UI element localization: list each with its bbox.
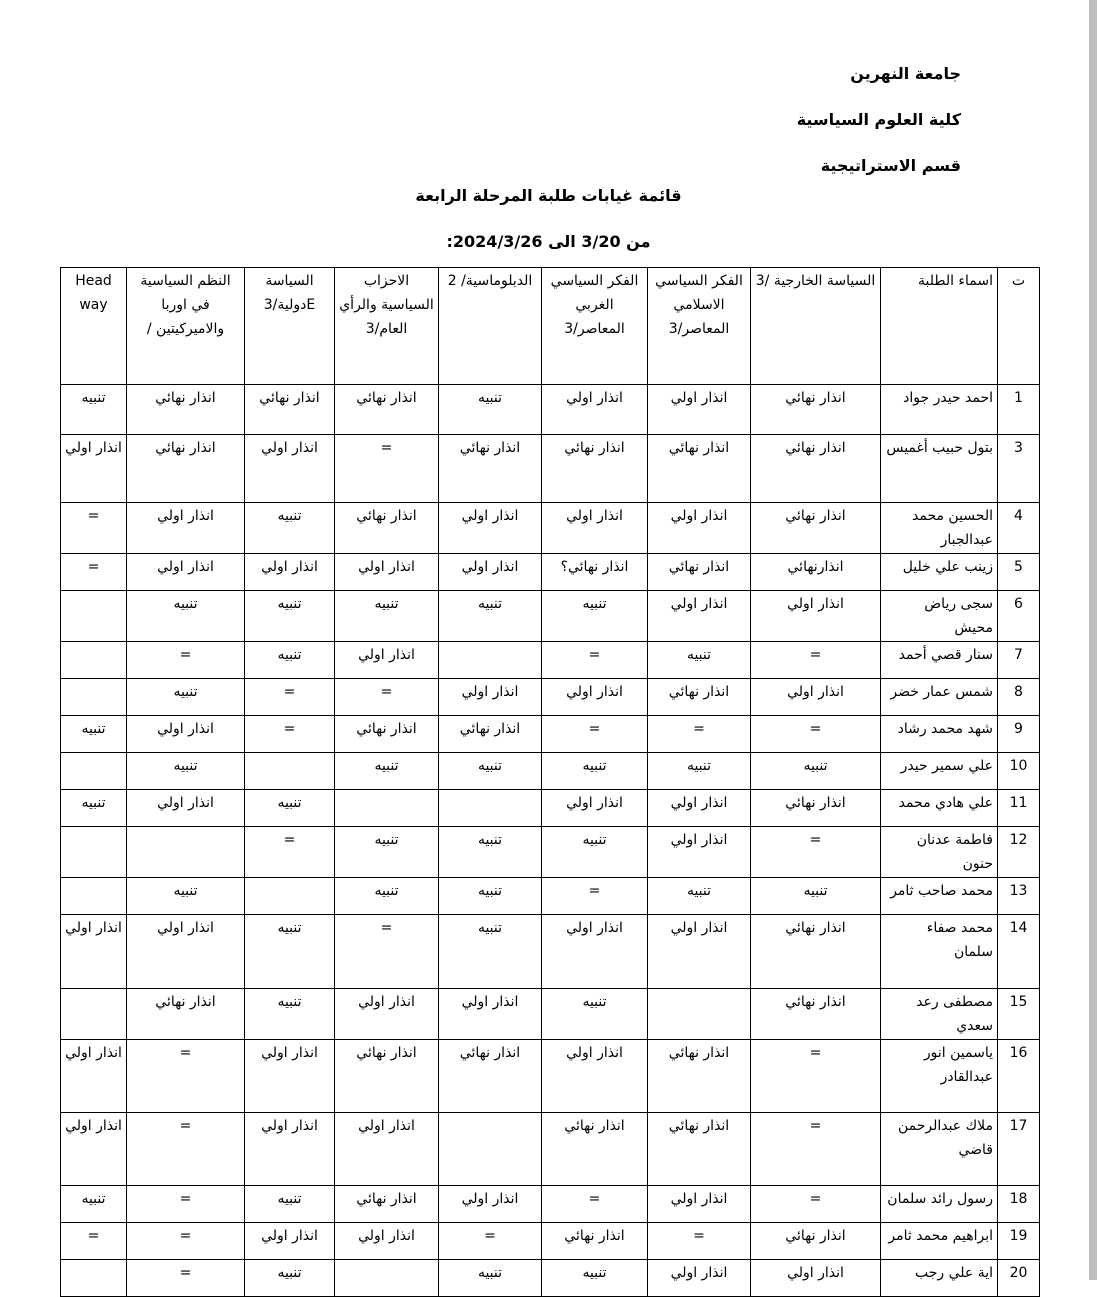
row-index: 17	[998, 1113, 1040, 1186]
row-index: 9	[998, 716, 1040, 753]
parties-opinion-cell: تنبيه	[335, 753, 439, 790]
international-politics-cell: تنبيه	[245, 1260, 335, 1297]
foreign-policy-cell: =	[751, 827, 881, 878]
western-thought-cell: انذار نهائي؟	[542, 554, 648, 591]
row-index: 19	[998, 1223, 1040, 1260]
political-systems-cell: =	[127, 1186, 245, 1223]
international-politics-cell: تنبيه	[245, 790, 335, 827]
table-row	[61, 435, 1040, 503]
student-name: ابراهيم محمد ثامر	[881, 1223, 998, 1260]
parties-opinion-cell	[335, 1260, 439, 1297]
western-thought-cell: انذار نهائي	[542, 1223, 648, 1260]
islamic-thought-cell: انذار اولي	[648, 1260, 751, 1297]
political-systems-cell: =	[127, 1113, 245, 1186]
political-systems-cell: =	[127, 1040, 245, 1113]
foreign-policy-cell: انذار نهائي	[751, 989, 881, 1040]
political-systems-cell	[127, 827, 245, 878]
western-thought-cell: انذار اولي	[542, 790, 648, 827]
student-name: رسول رائد سلمان	[881, 1186, 998, 1223]
row-index: 1	[998, 385, 1040, 435]
diplomacy-cell: انذار نهائي	[439, 435, 542, 503]
diplomacy-cell	[439, 1113, 542, 1186]
student-name: ياسمين انور عبدالقادر	[881, 1040, 998, 1113]
western-thought-cell: =	[542, 1186, 648, 1223]
international-politics-cell	[245, 878, 335, 915]
headway-cell: انذار اولي	[61, 1040, 127, 1113]
political-systems-cell: انذار نهائي	[127, 989, 245, 1040]
political-systems-cell: انذار اولي	[127, 915, 245, 989]
col-western-thought: الفكر السياسي الغربي المعاصر/3	[542, 268, 648, 385]
col-parties-opinion: الاحزاب السياسية والرأي العام/3	[335, 268, 439, 385]
student-name: احمد حيدر جواد	[881, 385, 998, 435]
international-politics-cell: =	[245, 827, 335, 878]
parties-opinion-cell: انذار نهائي	[335, 716, 439, 753]
parties-opinion-cell: انذار اولي	[335, 1223, 439, 1260]
international-politics-cell: انذار اولي	[245, 1113, 335, 1186]
student-name: شمس عمار خضر	[881, 679, 998, 716]
islamic-thought-cell: انذار اولي	[648, 790, 751, 827]
col-foreign-policy: السياسة الخارجية /3	[751, 268, 881, 385]
islamic-thought-cell: انذار اولي	[648, 385, 751, 435]
political-systems-cell: انذار اولي	[127, 790, 245, 827]
international-politics-cell: تنبيه	[245, 642, 335, 679]
student-name: علي هادي محمد	[881, 790, 998, 827]
diplomacy-cell: انذار اولي	[439, 679, 542, 716]
diplomacy-cell: تنبيه	[439, 915, 542, 989]
political-systems-cell: انذار اولي	[127, 554, 245, 591]
college-name: كلية العلوم السياسية	[796, 110, 961, 129]
col-headway: Head way	[61, 268, 127, 385]
islamic-thought-cell: انذار اولي	[648, 591, 751, 642]
foreign-policy-cell: انذار نهائي	[751, 435, 881, 503]
political-systems-cell: انذار نهائي	[127, 435, 245, 503]
international-politics-cell: تنبيه	[245, 915, 335, 989]
row-index: 16	[998, 1040, 1040, 1113]
foreign-policy-cell: =	[751, 1040, 881, 1113]
parties-opinion-cell: تنبيه	[335, 591, 439, 642]
date-range: من 3/20 الى 2024/3/26:	[446, 232, 651, 251]
parties-opinion-cell: انذار اولي	[335, 989, 439, 1040]
headway-cell	[61, 878, 127, 915]
international-politics-cell: تنبيه	[245, 591, 335, 642]
diplomacy-cell: انذار اولي	[439, 503, 542, 554]
foreign-policy-cell: انذار نهائي	[751, 915, 881, 989]
student-name: الحسين محمد عبدالجبار	[881, 503, 998, 554]
row-index: 5	[998, 554, 1040, 591]
western-thought-cell: تنبيه	[542, 591, 648, 642]
diplomacy-cell	[439, 642, 542, 679]
international-politics-cell: =	[245, 716, 335, 753]
islamic-thought-cell: انذار اولي	[648, 1186, 751, 1223]
political-systems-cell: تنبيه	[127, 753, 245, 790]
islamic-thought-cell: =	[648, 716, 751, 753]
headway-cell	[61, 827, 127, 878]
parties-opinion-cell: انذار نهائي	[335, 1040, 439, 1113]
international-politics-cell: تنبيه	[245, 503, 335, 554]
international-politics-cell: انذار اولي	[245, 1040, 335, 1113]
parties-opinion-cell: انذار نهائي	[335, 503, 439, 554]
international-politics-cell: تنبيه	[245, 1186, 335, 1223]
row-index: 10	[998, 753, 1040, 790]
row-index: 18	[998, 1186, 1040, 1223]
table-row	[61, 1040, 1040, 1113]
headway-cell: انذار اولي	[61, 915, 127, 989]
parties-opinion-cell	[335, 790, 439, 827]
western-thought-cell: تنبيه	[542, 753, 648, 790]
western-thought-cell: انذار اولي	[542, 679, 648, 716]
student-name: علي سمير حيدر	[881, 753, 998, 790]
headway-cell: انذار اولي	[61, 435, 127, 503]
parties-opinion-cell: انذار نهائي	[335, 385, 439, 435]
letterhead	[797, 60, 961, 198]
diplomacy-cell: انذار اولي	[439, 989, 542, 1040]
islamic-thought-cell	[648, 989, 751, 1040]
student-name: اية علي رجب	[881, 1260, 998, 1297]
foreign-policy-cell: انذار اولي	[751, 591, 881, 642]
headway-cell	[61, 1260, 127, 1297]
diplomacy-cell	[439, 790, 542, 827]
student-name: فاطمة عدنان حنون	[881, 827, 998, 878]
headway-cell: تنبيه	[61, 385, 127, 435]
headway-cell: تنبيه	[61, 716, 127, 753]
table-row	[61, 989, 1040, 1040]
parties-opinion-cell: =	[335, 915, 439, 989]
student-name: بتول حبيب أغميس	[881, 435, 998, 503]
diplomacy-cell: انذار اولي	[439, 554, 542, 591]
parties-opinion-cell: انذار اولي	[335, 554, 439, 591]
col-islamic-thought: الفكر السياسي الاسلامي المعاصر/3	[648, 268, 751, 385]
col-student-names: اسماء الطلبة	[881, 268, 998, 385]
document-title: قائمة غيابات طلبة المرحلة الرابعة	[415, 186, 682, 205]
islamic-thought-cell: انذار نهائي	[648, 435, 751, 503]
international-politics-cell: انذار نهائي	[245, 385, 335, 435]
international-politics-cell: =	[245, 679, 335, 716]
student-name: محمد صاحب ثامر	[881, 878, 998, 915]
political-systems-cell: انذار اولي	[127, 503, 245, 554]
parties-opinion-cell: انذار نهائي	[335, 1186, 439, 1223]
islamic-thought-cell: انذار نهائي	[648, 1040, 751, 1113]
student-name: سنار قصي أحمد	[881, 642, 998, 679]
western-thought-cell: =	[542, 716, 648, 753]
western-thought-cell: =	[542, 878, 648, 915]
diplomacy-cell: تنبيه	[439, 878, 542, 915]
islamic-thought-cell: تنبيه	[648, 642, 751, 679]
islamic-thought-cell: انذار نهائي	[648, 554, 751, 591]
foreign-policy-cell: انذار نهائي	[751, 790, 881, 827]
student-name: محمد صفاء سلمان	[881, 915, 998, 989]
political-systems-cell: تنبيه	[127, 591, 245, 642]
political-systems-cell: انذار نهائي	[127, 385, 245, 435]
table-row	[61, 554, 1040, 591]
row-index: 6	[998, 591, 1040, 642]
international-politics-cell: انذار اولي	[245, 1223, 335, 1260]
western-thought-cell: انذار اولي	[542, 503, 648, 554]
foreign-policy-cell: تنبيه	[751, 753, 881, 790]
international-politics-cell: انذار اولي	[245, 554, 335, 591]
table-row	[61, 642, 1040, 679]
table-row	[61, 385, 1040, 435]
table-row	[61, 753, 1040, 790]
islamic-thought-cell: =	[648, 1223, 751, 1260]
headway-cell	[61, 642, 127, 679]
diplomacy-cell: انذار نهائي	[439, 1040, 542, 1113]
parties-opinion-cell: تنبيه	[335, 878, 439, 915]
western-thought-cell: انذار اولي	[542, 385, 648, 435]
col-diplomacy: الدبلوماسية/ 2	[439, 268, 542, 385]
western-thought-cell: انذار نهائي	[542, 1113, 648, 1186]
foreign-policy-cell: انذار نهائي	[751, 1223, 881, 1260]
diplomacy-cell: انذار اولي	[439, 1186, 542, 1223]
foreign-policy-cell: انذارنهائي	[751, 554, 881, 591]
row-index: 14	[998, 915, 1040, 989]
student-name: ملاك عبدالرحمن قاضي	[881, 1113, 998, 1186]
foreign-policy-cell: انذار نهائي	[751, 503, 881, 554]
islamic-thought-cell: انذار اولي	[648, 503, 751, 554]
western-thought-cell: تنبيه	[542, 989, 648, 1040]
islamic-thought-cell: تنبيه	[648, 753, 751, 790]
university-name: جامعة النهرين	[850, 64, 961, 83]
table-row	[61, 591, 1040, 642]
international-politics-cell: انذار اولي	[245, 435, 335, 503]
col-index: ت	[998, 268, 1040, 385]
political-systems-cell: انذار اولي	[127, 716, 245, 753]
political-systems-cell: تنبيه	[127, 679, 245, 716]
headway-cell	[61, 591, 127, 642]
table-row	[61, 503, 1040, 554]
foreign-policy-cell: انذار اولي	[751, 1260, 881, 1297]
parties-opinion-cell: انذار اولي	[335, 642, 439, 679]
western-thought-cell: =	[542, 642, 648, 679]
diplomacy-cell: تنبيه	[439, 591, 542, 642]
diplomacy-cell: تنبيه	[439, 385, 542, 435]
table-row	[61, 915, 1040, 989]
student-name: مصطفى رعد سعدي	[881, 989, 998, 1040]
foreign-policy-cell: تنبيه	[751, 878, 881, 915]
table-row	[61, 1186, 1040, 1223]
foreign-policy-cell: =	[751, 1186, 881, 1223]
row-index: 7	[998, 642, 1040, 679]
col-political-systems: النظم السياسية في اوربا والاميركيتين /	[127, 268, 245, 385]
headway-cell: انذار اولي	[61, 1113, 127, 1186]
student-name: زينب علي خليل	[881, 554, 998, 591]
parties-opinion-cell: تنبيه	[335, 827, 439, 878]
western-thought-cell: تنبيه	[542, 1260, 648, 1297]
western-thought-cell: انذار نهائي	[542, 435, 648, 503]
row-index: 15	[998, 989, 1040, 1040]
row-index: 3	[998, 435, 1040, 503]
foreign-policy-cell: =	[751, 1113, 881, 1186]
islamic-thought-cell: انذار نهائي	[648, 679, 751, 716]
student-name: شهد محمد رشاد	[881, 716, 998, 753]
islamic-thought-cell: انذار اولي	[648, 915, 751, 989]
headway-cell	[61, 753, 127, 790]
col-international-politics: السياسة Eدولية/3	[245, 268, 335, 385]
western-thought-cell: انذار اولي	[542, 915, 648, 989]
islamic-thought-cell: تنبيه	[648, 878, 751, 915]
table-row	[61, 1260, 1040, 1297]
parties-opinion-cell: =	[335, 679, 439, 716]
islamic-thought-cell: انذار نهائي	[648, 1113, 751, 1186]
table-row	[61, 1113, 1040, 1186]
international-politics-cell	[245, 753, 335, 790]
headway-cell	[61, 679, 127, 716]
table-row	[61, 878, 1040, 915]
international-politics-cell: تنبيه	[245, 989, 335, 1040]
row-index: 20	[998, 1260, 1040, 1297]
table-row	[61, 679, 1040, 716]
table-row	[61, 790, 1040, 827]
diplomacy-cell: تنبيه	[439, 827, 542, 878]
diplomacy-cell: =	[439, 1223, 542, 1260]
foreign-policy-cell: =	[751, 642, 881, 679]
row-index: 4	[998, 503, 1040, 554]
headway-cell	[61, 989, 127, 1040]
row-index: 12	[998, 827, 1040, 878]
row-index: 8	[998, 679, 1040, 716]
absence-table	[60, 267, 1040, 1297]
table-row	[61, 716, 1040, 753]
foreign-policy-cell: انذار نهائي	[751, 385, 881, 435]
row-index: 13	[998, 878, 1040, 915]
row-index: 11	[998, 790, 1040, 827]
headway-cell: =	[61, 1223, 127, 1260]
foreign-policy-cell: =	[751, 716, 881, 753]
political-systems-cell: تنبيه	[127, 878, 245, 915]
diplomacy-cell: تنبيه	[439, 753, 542, 790]
diplomacy-cell: تنبيه	[439, 1260, 542, 1297]
political-systems-cell: =	[127, 1223, 245, 1260]
western-thought-cell: انذار اولي	[542, 1040, 648, 1113]
headway-cell: =	[61, 503, 127, 554]
political-systems-cell: =	[127, 1260, 245, 1297]
parties-opinion-cell: انذار اولي	[335, 1113, 439, 1186]
political-systems-cell: =	[127, 642, 245, 679]
islamic-thought-cell: انذار اولي	[648, 827, 751, 878]
foreign-policy-cell: انذار اولي	[751, 679, 881, 716]
diplomacy-cell: انذار نهائي	[439, 716, 542, 753]
parties-opinion-cell: =	[335, 435, 439, 503]
student-name: سجى رياض محيش	[881, 591, 998, 642]
headway-cell: تنبيه	[61, 790, 127, 827]
table-row	[61, 827, 1040, 878]
table-row	[61, 1223, 1040, 1260]
headway-cell: =	[61, 554, 127, 591]
headway-cell: تنبيه	[61, 1186, 127, 1223]
western-thought-cell: تنبيه	[542, 827, 648, 878]
department-name: قسم الاستراتيجية	[820, 156, 961, 175]
